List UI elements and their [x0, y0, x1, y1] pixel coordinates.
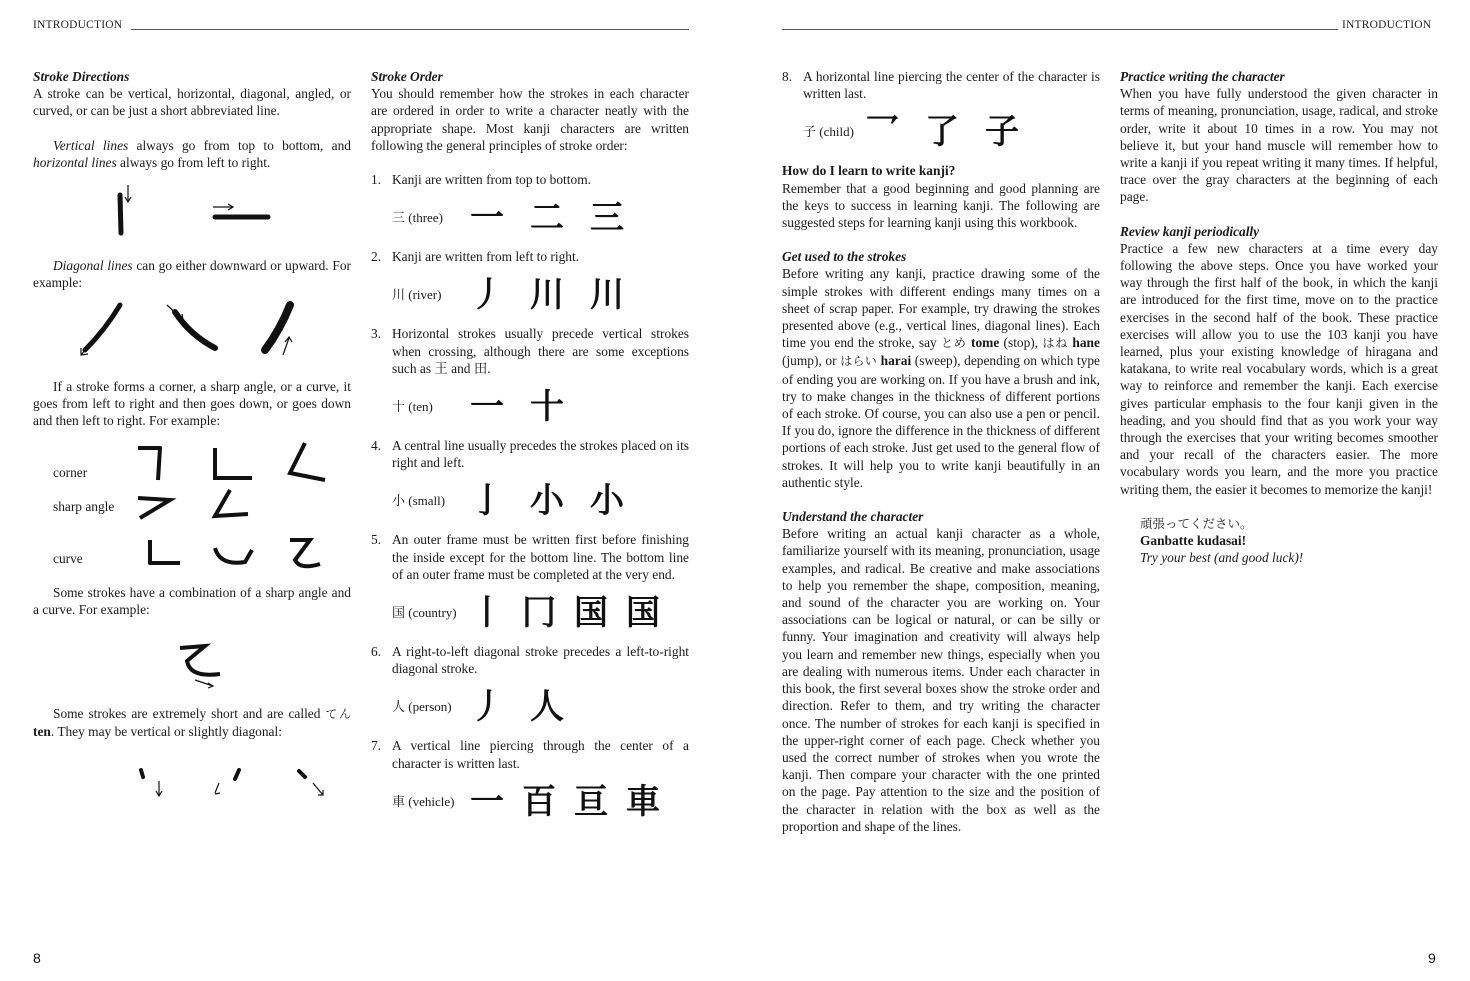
sign-translation: Try your best (and good luck)! — [1140, 550, 1304, 566]
col-how-to-learn — [782, 68, 1100, 835]
example-country: 国 (country) 丨 冂 国 国 — [392, 593, 660, 634]
ten-strokes-illustration — [135, 765, 335, 805]
diagonal-strokes-illustration — [75, 300, 305, 365]
para-understand: Before writing an actual kanji character as a whole, familiarize yourself with its meaning, pronunciation, usage examples, and radical. Be creative and make associations to help you remember the shape, composition, meaning, and sound of the character you are working on. Your associations can be logical or natural, or can be silly or funny. Your imagination and creativity will always help you learn and remember new things, especially when you are dealing with numerous items. Under each character in this book, the first several boxes show the stroke order and direction. Refer to them, and try writing the character once. The number of strokes for each kanji is specified in the upper-right corner of each page. Check whether you used the correct number of strokes when you wrote the kanji. Then compare your character with the one printed on the page. Pay attention to the size and the position of the character in relation with the box as well as the proportion and shape of the lines. — [782, 526, 1100, 834]
para-combination: Some strokes have a combination of a sharp angle and a curve. For example: — [33, 585, 351, 618]
example-person: 人 (person) 丿 人 — [392, 687, 564, 728]
combination-stroke-illustration — [175, 636, 235, 691]
heading-review: Review kanji periodically — [1120, 223, 1260, 239]
para-vertical-horizontal: Vertical lines always go from top to bottom, and horizontal lines always go from left to right. — [33, 137, 351, 170]
example-child: 子 (child) 乛 了 子 — [803, 112, 1019, 153]
corner-angle-curve-illustration — [130, 438, 340, 578]
example-small: 小 (small) 亅 小 小 — [392, 481, 624, 522]
page-number-right: 9 — [1428, 950, 1436, 966]
rule-4: 4. A central line usually precedes the strokes placed on its right and left. — [371, 438, 689, 471]
header-right: INTRODUCTION — [1342, 19, 1432, 31]
page-number-left: 8 — [33, 950, 41, 966]
rule-2: 2. Kanji are written from left to right. — [371, 249, 580, 265]
heading-how-to-learn: How do I learn to write kanji? — [782, 163, 956, 179]
para-practice: When you have fully understood the given character in terms of meaning, pronunciation, usage, radical, and stroke order, write it about 10 times in a row. You may not believe it, but your hand muscle will remember how to write a kanji if you repeat writing it many times. If helpful, trace over the gray characters at the beginning of each page. — [1120, 86, 1438, 205]
sign-japanese: 頑張ってください。 — [1140, 515, 1253, 531]
vertical-horizontal-strokes-illustration — [110, 183, 280, 243]
para-stroke-intro: A stroke can be vertical, horizontal, diagonal, angled, or curved, or can be just a short abbreviated line. — [33, 86, 351, 119]
rule-3: 3. Horizontal strokes usually precede vertical strokes when crossing, although there are some exceptions such as 王 and 田. — [371, 326, 689, 376]
header-left: INTRODUCTION — [33, 19, 123, 31]
example-three: 三 (three) 一 二 三 — [392, 198, 624, 239]
heading-stroke-order: Stroke Order — [371, 69, 443, 84]
heading-understand: Understand the character — [782, 509, 924, 525]
para-stroke-order-intro: You should remember how the strokes in each character are ordered in order to write a character neatly with the appropriate shape. Most kanji characters are written following the general principles of stroke order: — [371, 86, 689, 153]
example-river: 川 (river) 丿 川 川 — [392, 275, 624, 316]
example-ten: 十 (ten) 一 十 — [392, 387, 564, 428]
heading-stroke-directions: Stroke Directions — [33, 69, 130, 84]
label-sharp-angle: sharp angle — [53, 499, 115, 514]
rule-7: 7. A vertical line piercing through the center of a character is written last. — [371, 738, 689, 771]
header-rule-left — [131, 29, 689, 30]
rule-6: 6. A right-to-left diagonal stroke precedes a left-to-right diagonal stroke. — [371, 644, 689, 677]
para-review: Practice a few new characters at a time every day following the above steps. Once you have worked your way through the first half of the book, in which the kanji are introduced for the first time, move on to the practice exercises in the second half of the book. These practice exercises will allow you to use the 103 kanji you have learned, plus your existing knowledge of hiragana and katakana, to write real vocabulary words, which is a great way to reinforce and remember the kanji. Each exercise gives particular emphasis to the four kanji given in the heading, and you should find that as you work your way through the exercises that your writing becomes smoother and your recall of the characters easier. The more vocabulary words you learn, and the more you practice writing them, the easier it becomes to memorize the kanji! — [1120, 240, 1438, 497]
rule-5: 5. An outer frame must be written first before finishing the inside except for the bottom line. The bottom line of an outer frame must be completed at the very end. — [371, 532, 689, 582]
para-ten: Some strokes are extremely short and are called てん ten. They may be vertical or slightly diagonal: — [33, 706, 351, 740]
rule-8: 8. A horizontal line piercing the center of the character is written last. — [782, 69, 1100, 102]
col-stroke-directions — [33, 68, 351, 171]
col-stroke-order — [371, 68, 689, 832]
para-diagonal: Diagonal lines can go either downward or upward. For example: — [33, 258, 351, 291]
col-practice — [1120, 68, 1438, 566]
label-corner: corner — [53, 465, 88, 480]
heading-get-used: Get used to the strokes — [782, 249, 907, 265]
para-how-to-learn: Remember that a good beginning and good planning are the keys to success in learning kanji. The following are suggested steps for learning kanji using this workbook. — [782, 180, 1100, 231]
para-get-used: Before writing any kanji, practice drawing some of the simple strokes with different endings many times on a sheet of scrap paper. For example, try drawing the strokes presented above (e.g., vertical lines, diagonal lines). Each time you end the stroke, say とめ tome (stop), はね hane (jump), or はらい harai (sweep), depending on which type of ending you are working on. If you have a brush and ink, try to make changes in the thickness of different portions of each stroke. Of course, you can also use a pen or pencil. If you do, ignore the difference in the thickness of different portions of each stroke. Just get used to the general flow of strokes. It will help you to write kanji beautifully in an authentic style. — [782, 266, 1100, 490]
heading-practice: Practice writing the character — [1120, 69, 1285, 84]
label-curve: curve — [53, 551, 83, 566]
rule-1: 1. Kanji are written from top to bottom. — [371, 172, 591, 188]
sign-romaji: Ganbatte kudasai! — [1140, 533, 1247, 549]
para-corner: If a stroke forms a corner, a sharp angle, or a curve, it goes from left to right and then goes down, or goes down and then left to right. For example: — [33, 379, 351, 429]
header-rule-right — [782, 29, 1338, 30]
example-vehicle: 車 (vehicle) 一 百 亘 車 — [392, 781, 660, 822]
